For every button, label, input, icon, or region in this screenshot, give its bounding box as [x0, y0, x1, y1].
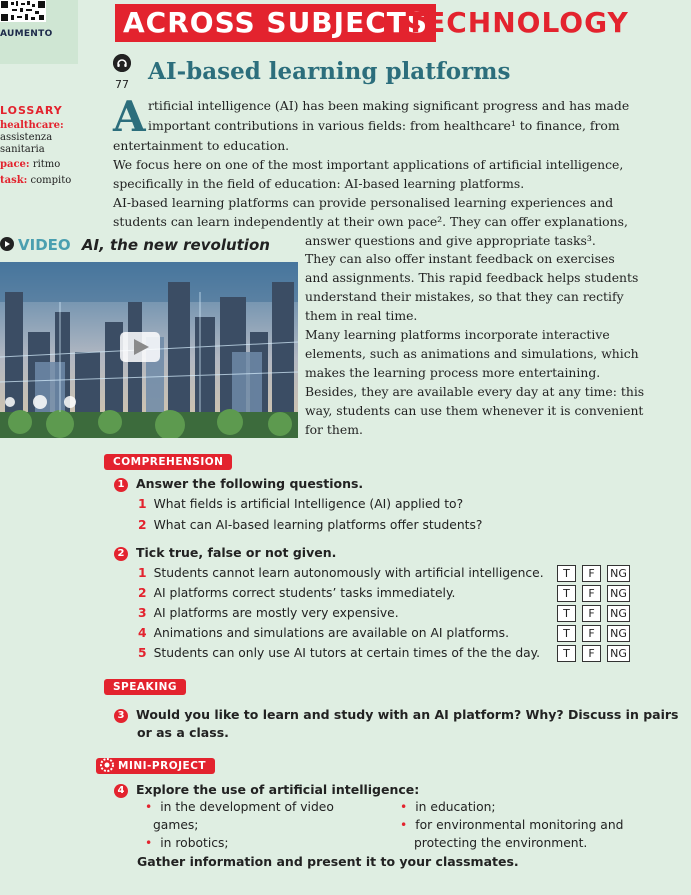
question-item [138, 518, 482, 532]
item-text: What fields is artificial Intelligence (AI) applied to? [153, 497, 464, 511]
mini-project-title [114, 782, 419, 798]
glossary-translation: assistenza [0, 132, 53, 143]
bullet-item: • in the development of video [145, 800, 334, 814]
exercise-1-title [114, 476, 363, 492]
true-checkbox[interactable]: T [557, 565, 576, 582]
article-line: They can also offer instant feedback on exercises [305, 251, 615, 266]
article-line: makes the learning process more entertaining. [305, 365, 601, 380]
glossary-entry-healthcare [0, 120, 64, 156]
article-line: elements, such as animations and simulations, which [305, 346, 639, 361]
not-given-checkbox[interactable]: NG [607, 605, 630, 622]
tfng-item [138, 626, 509, 640]
item-number: 2 [138, 518, 147, 532]
exercise-number: 1 [114, 478, 128, 492]
true-checkbox[interactable]: T [557, 605, 576, 622]
not-given-checkbox[interactable]: NG [607, 645, 630, 662]
tfng-item [138, 586, 455, 600]
bullet-item: • in robotics; [145, 836, 229, 850]
video-play-icon [0, 237, 14, 251]
speaking-tag: SPEAKING [104, 679, 186, 695]
mini-project-tag [96, 758, 215, 774]
article-title: AI-based learning platforms [148, 58, 511, 85]
not-given-checkbox[interactable]: NG [607, 585, 630, 602]
bullet-item-continued: protecting the environment. [414, 836, 588, 850]
glossary-translation: sanitaria [0, 144, 45, 155]
article-line: Besides, they are available every day at any time: this [305, 384, 645, 399]
technology-heading: TECHNOLOGY [406, 6, 629, 39]
false-checkbox[interactable]: F [582, 565, 601, 582]
gear-icon [100, 758, 114, 772]
speaking-line: or as a class. [137, 725, 229, 740]
item-number: 1 [138, 497, 147, 511]
article-line: for them. [305, 422, 363, 437]
article-line: and assignments. This rapid feedback helps students [305, 270, 639, 285]
article-line: rtificial intelligence (AI) has been making significant progress and has made [148, 98, 630, 113]
false-checkbox[interactable]: F [582, 645, 601, 662]
item-text: AI platforms correct students’ tasks immediately. [153, 586, 456, 600]
speaking-line: Would you like to learn and study with an AI platform? Why? Discuss in pairs [136, 707, 679, 722]
glossary-title: LOSSARY [0, 104, 63, 117]
not-given-checkbox[interactable]: NG [607, 565, 630, 582]
speaking-question [114, 707, 678, 723]
aumento-badge: AUMENTO [0, 29, 53, 39]
item-text: AI platforms are mostly very expensive. [153, 606, 399, 620]
city-skyline-video-thumbnail[interactable] [0, 262, 298, 438]
item-text: What can AI-based learning platforms offer students? [153, 518, 483, 532]
item-number: 2 [138, 586, 147, 600]
mini-project-closing: Gather information and present it to your classmates. [137, 854, 519, 869]
across-subjects-banner: ACROSS SUBJECTS [115, 4, 436, 42]
exercise-title-text: Answer the following questions. [136, 476, 364, 491]
article-line: understand their mistakes, so that they can rectify [305, 289, 624, 304]
play-button-icon [120, 332, 160, 362]
item-number: 3 [138, 606, 147, 620]
exercise-number: 3 [114, 709, 128, 723]
article-line: way, students can use them whenever it is convenient [305, 403, 644, 418]
article-line: them in real time. [305, 308, 418, 323]
bullet-item-continued: games; [153, 818, 199, 832]
exercise-title-text: Tick true, false or not given. [136, 545, 337, 560]
glossary-entry-pace [0, 159, 60, 171]
glossary-term: pace: [0, 159, 30, 170]
article-line: specifically in the field of education: AI-based learning platforms. [113, 176, 525, 191]
question-item [138, 497, 463, 511]
tfng-item [138, 646, 540, 660]
false-checkbox[interactable]: F [582, 605, 601, 622]
item-number: 1 [138, 566, 147, 580]
true-checkbox[interactable]: T [557, 585, 576, 602]
false-checkbox[interactable]: F [582, 585, 601, 602]
glossary-term: healthcare: [0, 120, 64, 131]
track-number: 77 [115, 78, 129, 91]
tfng-item [138, 606, 399, 620]
audio-icon[interactable] [113, 54, 131, 72]
item-text: Animations and simulations are available on AI platforms. [153, 626, 509, 640]
article-line: answer questions and give appropriate tasks³. [305, 233, 596, 248]
item-number: 5 [138, 646, 147, 660]
qr-code-icon[interactable] [0, 0, 46, 22]
video-subtitle: AI, the new revolution [81, 236, 270, 254]
bullet-item: • in education; [400, 800, 496, 814]
item-number: 4 [138, 626, 147, 640]
article-line: students can learn independently at their own pace². They can offer explanations, [113, 214, 628, 229]
glossary-translation: compito [30, 175, 72, 186]
false-checkbox[interactable]: F [582, 625, 601, 642]
article-line: important contributions in various fields: from healthcare¹ to finance, from [148, 118, 620, 133]
true-checkbox[interactable]: T [557, 645, 576, 662]
glossary-term: task: [0, 175, 28, 186]
comprehension-tag: COMPREHENSION [104, 454, 232, 470]
bullet-item: • for environmental monitoring and [400, 818, 623, 832]
article-line: entertainment to education. [113, 138, 290, 153]
video-label-text: VIDEO [18, 236, 71, 254]
exercise-number: 4 [114, 784, 128, 798]
drop-cap: A [113, 92, 146, 141]
true-checkbox[interactable]: T [557, 625, 576, 642]
glossary-translation: ritmo [32, 159, 61, 170]
exercise-number: 2 [114, 547, 128, 561]
mini-project-title-text: Explore the use of artificial intelligence: [136, 782, 420, 797]
item-text: Students can only use AI tutors at certain times of the the day. [153, 646, 541, 660]
tfng-item [138, 566, 544, 580]
video-label[interactable] [0, 236, 270, 254]
glossary-entry-task [0, 175, 71, 187]
mini-project-tag-text: MINI-PROJECT [118, 760, 207, 772]
item-text: Students cannot learn autonomously with artificial intelligence. [153, 566, 544, 580]
not-given-checkbox[interactable]: NG [607, 625, 630, 642]
article-line: AI-based learning platforms can provide personalised learning experiences and [113, 195, 614, 210]
article-line: We focus here on one of the most important applications of artificial intelligence, [113, 157, 624, 172]
exercise-2-title [114, 545, 336, 561]
article-line: Many learning platforms incorporate interactive [305, 327, 610, 342]
